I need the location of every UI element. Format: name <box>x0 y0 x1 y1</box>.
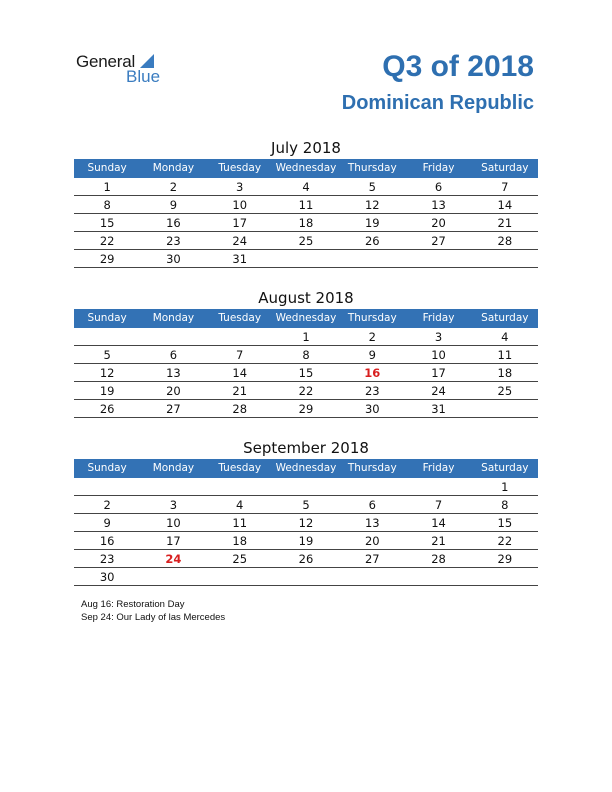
weekday-label: Saturday <box>481 462 529 474</box>
day-cell: 5 <box>302 498 310 512</box>
week-row <box>74 179 538 196</box>
day-cell: 3 <box>236 180 244 194</box>
day-cell <box>207 329 273 345</box>
day-cell: 22 <box>298 384 314 398</box>
day-cell: 7 <box>236 348 244 362</box>
day-cell: 20 <box>364 534 380 548</box>
day-cell: 19 <box>298 534 314 548</box>
day-cell <box>207 569 273 585</box>
day-cell: 28 <box>497 234 513 248</box>
day-cell: 22 <box>99 234 115 248</box>
week-row <box>74 401 538 418</box>
day-cell <box>140 329 206 345</box>
day-cell: 24 <box>431 384 446 398</box>
weekday-header <box>74 459 538 478</box>
holiday-note: Aug 16: Restoration Day <box>81 599 185 610</box>
week-row <box>74 197 538 214</box>
day-cell: 31 <box>431 402 446 416</box>
day-cell: 3 <box>169 498 178 512</box>
day-cell: 30 <box>364 402 380 416</box>
page-title: Q3 of 2018 <box>382 50 534 83</box>
month-july <box>74 137 538 268</box>
day-cell: 11 <box>298 198 314 212</box>
day-cell: 13 <box>364 516 380 530</box>
day-cell: 3 <box>434 330 443 344</box>
week-row <box>74 365 538 382</box>
day-cell <box>140 569 206 585</box>
day-cell: 26 <box>298 552 314 566</box>
week-row <box>74 515 538 532</box>
day-cell: 2 <box>169 180 178 194</box>
logo-general-text: General <box>76 52 136 71</box>
month-august <box>74 287 538 418</box>
day-cell: 20 <box>166 384 181 398</box>
day-cell: 6 <box>169 348 178 362</box>
day-cell: 20 <box>431 216 446 230</box>
weekday-label: Sunday <box>87 462 127 474</box>
weekday-label: Tuesday <box>218 312 262 324</box>
day-cell <box>405 251 471 267</box>
day-cell: 18 <box>497 366 513 380</box>
day-cell: 4 <box>236 498 244 512</box>
day-cell: 11 <box>497 348 513 362</box>
weekday-label: Tuesday <box>218 462 262 474</box>
day-cell: 27 <box>431 234 446 248</box>
holiday-notes <box>81 598 225 624</box>
weekday-label: Friday <box>422 462 455 474</box>
day-cell: 8 <box>103 198 111 212</box>
week-row <box>74 497 538 514</box>
weekday-label: Monday <box>152 462 195 474</box>
day-cell: 15 <box>99 216 115 230</box>
day-cell: 11 <box>232 516 248 530</box>
day-cell: 23 <box>166 234 181 248</box>
month-title: September 2018 <box>243 439 369 457</box>
day-cell: 21 <box>232 384 248 398</box>
week-row <box>74 533 538 550</box>
weekday-label: Thursday <box>347 312 397 324</box>
day-cell: 18 <box>232 534 248 548</box>
day-cell <box>405 569 471 585</box>
day-cell: 5 <box>103 348 111 362</box>
day-cell: 8 <box>501 498 509 512</box>
day-cell: 14 <box>232 366 248 380</box>
day-cell <box>74 329 140 345</box>
weekday-header <box>74 159 538 178</box>
day-cell: 31 <box>232 252 248 266</box>
day-cell: 16 <box>99 534 115 548</box>
day-cell: 12 <box>99 366 115 380</box>
week-row <box>74 329 538 346</box>
day-cell: 5 <box>368 180 376 194</box>
weekday-label: Saturday <box>481 312 529 324</box>
week-row <box>74 569 538 586</box>
weekday-label: Friday <box>422 312 455 324</box>
weekday-label: Thursday <box>347 462 397 474</box>
day-cell: 6 <box>434 180 443 194</box>
weekday-label: Tuesday <box>218 162 262 174</box>
day-cell: 28 <box>232 402 248 416</box>
day-cell: 27 <box>364 552 380 566</box>
day-cell: 4 <box>302 180 310 194</box>
day-cell: 30 <box>99 570 115 584</box>
day-cell <box>140 479 206 495</box>
day-cell <box>273 479 339 495</box>
week-row <box>74 215 538 232</box>
day-cell: 10 <box>431 348 446 362</box>
weekday-label: Monday <box>152 162 195 174</box>
day-cell: 7 <box>501 180 509 194</box>
week-row <box>74 347 538 364</box>
day-cell: 16 <box>364 366 381 380</box>
weekday-label: Monday <box>152 312 195 324</box>
day-cell: 10 <box>232 198 248 212</box>
day-cell: 26 <box>99 402 115 416</box>
day-cell: 13 <box>431 198 446 212</box>
day-cell: 19 <box>364 216 380 230</box>
day-cell: 17 <box>232 216 248 230</box>
day-cell: 1 <box>103 180 111 194</box>
weekday-label: Wednesday <box>275 312 337 324</box>
day-cell: 21 <box>497 216 513 230</box>
day-cell: 29 <box>298 402 314 416</box>
weekday-label: Friday <box>422 162 455 174</box>
day-cell: 14 <box>497 198 513 212</box>
day-cell <box>405 479 471 495</box>
day-cell: 16 <box>166 216 181 230</box>
day-cell: 29 <box>99 252 115 266</box>
day-cell: 23 <box>364 384 380 398</box>
month-title: August 2018 <box>258 289 354 307</box>
day-cell: 13 <box>166 366 181 380</box>
month-september <box>74 437 538 586</box>
day-cell <box>339 479 405 495</box>
logo-blue-text: Blue <box>126 67 161 86</box>
day-cell: 9 <box>169 198 178 212</box>
weekday-label: Saturday <box>481 162 529 174</box>
day-cell: 9 <box>103 516 111 530</box>
day-cell: 17 <box>166 534 181 548</box>
logo-triangle-icon <box>140 54 154 68</box>
day-cell: 17 <box>431 366 446 380</box>
holiday-note: Sep 24: Our Lady of las Mercedes <box>81 612 226 623</box>
day-cell <box>339 251 405 267</box>
day-cell: 18 <box>298 216 314 230</box>
day-cell: 9 <box>368 348 376 362</box>
day-cell: 12 <box>364 198 380 212</box>
day-cell <box>207 479 273 495</box>
day-cell: 25 <box>298 234 314 248</box>
day-cell: 12 <box>298 516 314 530</box>
weekday-label: Sunday <box>87 162 127 174</box>
day-cell: 22 <box>497 534 513 548</box>
day-cell: 25 <box>497 384 513 398</box>
day-cell: 25 <box>232 552 248 566</box>
day-cell <box>472 401 538 417</box>
day-cell: 21 <box>431 534 446 548</box>
day-cell: 30 <box>166 252 181 266</box>
weekday-label: Wednesday <box>275 162 337 174</box>
weekday-label: Thursday <box>347 162 397 174</box>
day-cell: 6 <box>368 498 376 512</box>
day-cell: 23 <box>99 552 115 566</box>
day-cell <box>472 251 538 267</box>
day-cell: 26 <box>364 234 380 248</box>
day-cell: 24 <box>232 234 248 248</box>
day-cell: 2 <box>368 330 376 344</box>
day-cell: 15 <box>298 366 314 380</box>
day-cell <box>74 479 140 495</box>
day-cell: 7 <box>434 498 443 512</box>
day-cell <box>339 569 405 585</box>
day-cell: 10 <box>166 516 181 530</box>
day-cell <box>273 251 339 267</box>
day-cell: 2 <box>103 498 111 512</box>
day-cell <box>273 569 339 585</box>
week-row <box>74 479 538 496</box>
day-cell: 1 <box>501 480 509 494</box>
weekday-label: Wednesday <box>275 462 337 474</box>
page-subtitle: Dominican Republic <box>341 92 534 114</box>
week-row <box>74 233 538 250</box>
day-cell: 24 <box>165 552 182 566</box>
week-row <box>74 383 538 400</box>
month-title: July 2018 <box>271 139 341 157</box>
day-cell: 15 <box>497 516 513 530</box>
week-row <box>74 551 538 568</box>
day-cell: 28 <box>431 552 446 566</box>
day-cell: 8 <box>302 348 310 362</box>
day-cell: 29 <box>497 552 513 566</box>
week-row <box>74 251 538 268</box>
day-cell <box>472 569 538 585</box>
day-cell: 27 <box>166 402 181 416</box>
day-cell: 14 <box>431 516 446 530</box>
day-cell: 1 <box>302 330 310 344</box>
weekday-label: Sunday <box>87 312 127 324</box>
day-cell: 19 <box>99 384 115 398</box>
weekday-header <box>74 309 538 328</box>
day-cell: 4 <box>501 330 509 344</box>
